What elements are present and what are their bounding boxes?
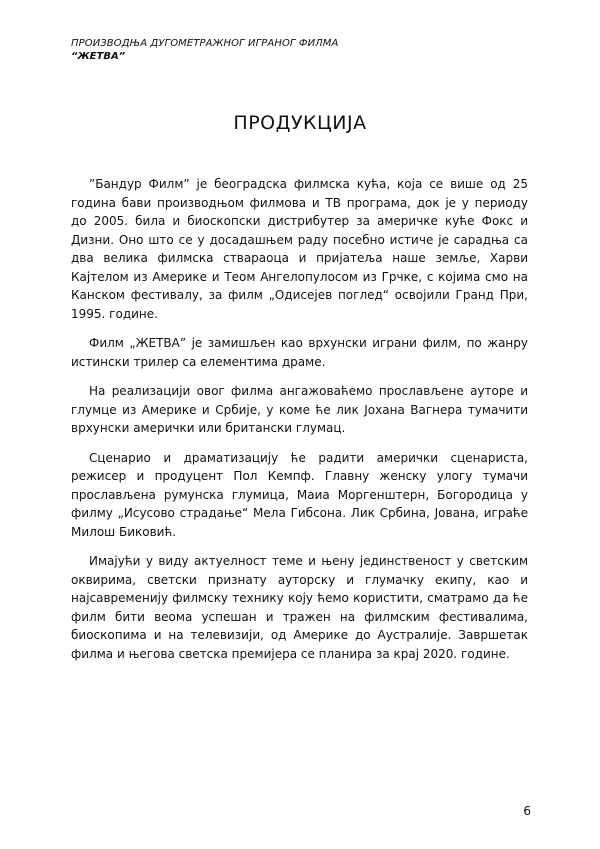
page-number: 6 (523, 804, 531, 818)
paragraph-outlook: Имајући у виду актуелност теме и њену јединственост у светским оквирима, светски признату ауторску и глумачку екипу, као и најсавременију филмску технику коју ћемо користити, сматрамо да ће филм бити веома успешан и тражен на филмским фестивалима, биоскопима и на телевизији, од Америке до Аустралије. Завршетак филма и његова светска премијера се планира за крај 2020. године. (71, 554, 528, 661)
paragraph-company: ”Бандур Филм” је београдска филмска кућа, која се више од 25 година бави производњом филмова и ТВ програма, док је у периоду до 2005. била и биоскопски дистрибутер за америчке куће Фокс и Дизни. Оно што се у досадашњем раду посебно истиче је сарадња са два велика филмска ствараоца и пријатеља наше земље, Харви Кајтелом из Америке и Теом Ангелопулосом из Грчке, с којима смо на Канском фестивалу, за филм „Одисејев поглед“ освојили Гранд При, 1995. године. (71, 177, 528, 321)
document-header (71, 37, 531, 63)
header-project-title: ПРОИЗВОДЊА ДУГОМЕТРАЖНОГ ИГРАНОГ ФИЛМА (71, 38, 339, 49)
paragraph-screenplay: Сценарио и драматизацију ће радити амерички сценариста, режисер и продуцент Пол Кемпф. Главну женску улогу тумачи прослављена румунска глумица, Маиа Моргенштерн, Богородица у филму „Исусово страдање“ Мела Гибсона. Лик Србина, Јована, играће Милош Биковић. (71, 450, 528, 539)
paragraph-cast: На реализацији овог филма ангажоваћемо прослављене ауторе и глумце из Америке и Србије, у коме ће лик Јохана Вагнера тумачити врхунски амерички или британски глумац. (71, 384, 528, 435)
paragraph-genre: Филм „ЖЕТВА” је замишљен као врхунски играни филм, по жанру истински трилер са елементима драме. (71, 336, 528, 369)
header-film-name: “ЖЕТВА” (71, 51, 126, 62)
section-title: ПРОДУКЦИЈА (233, 112, 367, 134)
body-text (71, 175, 528, 674)
